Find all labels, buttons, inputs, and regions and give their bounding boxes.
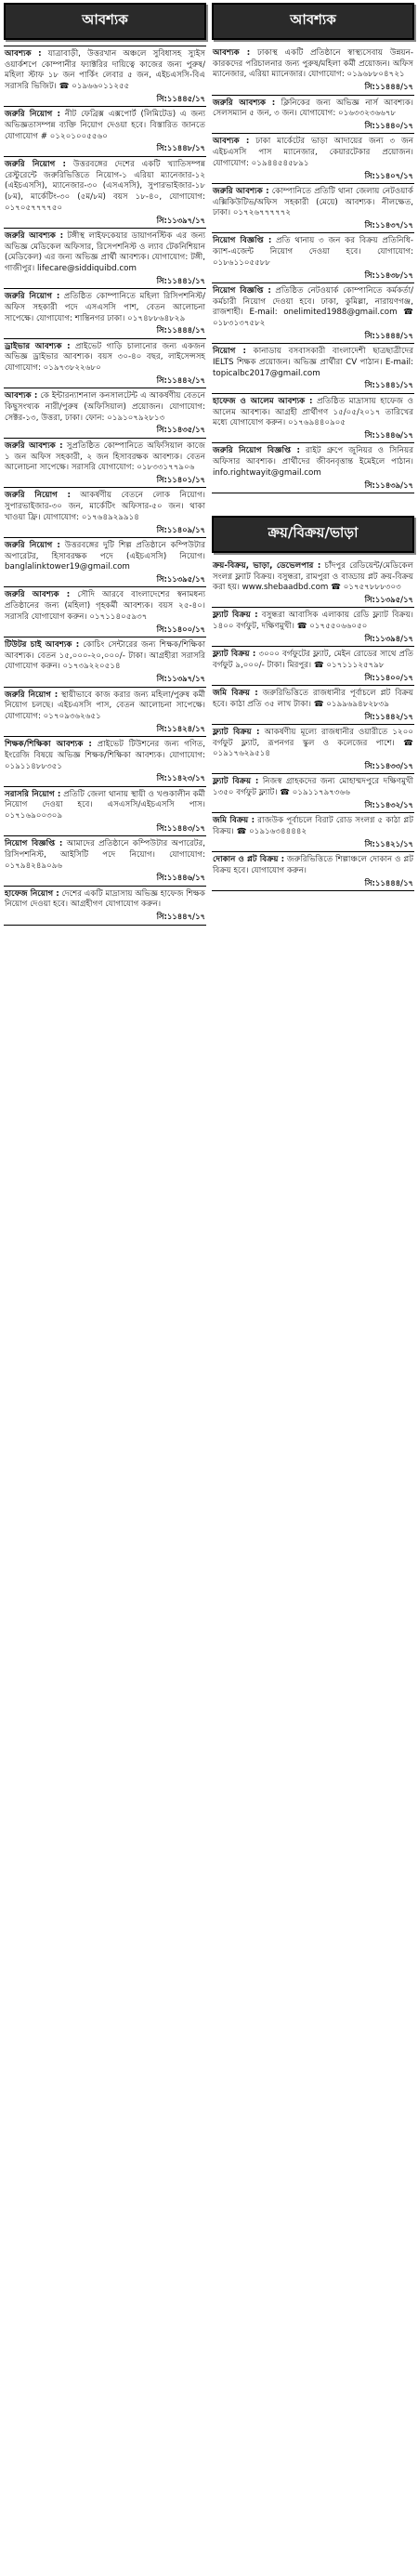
ad-code: সি:১১৪০৯/১৭ [156,524,205,534]
classified-ad [212,608,414,647]
ad-heading: আবশ্যক : [213,137,250,147]
ad-heading: জরুরি আবশ্যক : [5,440,63,451]
classified-ad [4,339,206,389]
ad-text: ঢাকা মার্কেটের ভাড়া আদায়ের জন্য ৩ জন এইচএসসি পাস ম্যানেজার, কেয়ারটেকার প্রয়োজন। যোগাযোগ: ০১৯৪৪৫৪৫৮৯১ [213,137,413,168]
ad-code: সি:১১৪৩৮/১৭ [364,269,413,280]
ad-body [5,391,205,424]
ad-code: সি:১১৪৪৭/১৭ [156,912,205,922]
classified-ad [4,637,206,688]
ad-text: প্রতিটি জেলা থানায় স্থায়ী ও খণ্ডকালীন কর্মী নিয়োগ দেওয়া হবে। এসএসসি/এইচএসসি পাস। ০১৭১৬৯০০৩০৯ [5,789,205,821]
ad-body [213,347,413,379]
ad-heading: আবশ্যক : [5,391,38,401]
classified-ad [4,488,206,538]
classified-ad [212,96,414,135]
ad-heading: ফ্ল্যাট বিক্রয় : [213,777,259,787]
ad-text: কোম্পানিতে প্রতিটি থানা জেলায় নেটওয়ার্ক এক্সিকিউটিভ/অফিস সহকারী (মেয়ে) আবশ্যক। নীলক্ষেত, ঢাকা। ০১৭২৬৭৭৭৭৭২ [213,186,414,218]
ad-code: সি:১১৪৪২/১৭ [364,711,413,721]
ad-heading: জরুরি নিয়োগ : [5,690,59,700]
ad-heading: নিয়োগ বিজ্ঞপ্তি : [5,839,63,849]
ad-code: সি:১১৪৩২/১৭ [364,799,413,809]
ad-code: সি:১১৪৩৩/১৭ [364,761,413,771]
right-column-header: আবশ্যক [212,3,414,40]
ad-heading: জরুরি আবশ্যক : [5,230,64,241]
classified-ad [4,737,206,787]
ad-body [5,110,205,142]
ad-body [213,236,413,269]
ad-heading: নিয়োগ বিজ্ঞপ্তি : [213,236,272,246]
ad-body [5,491,205,523]
ad-code: সি:১১৪৪৪/১৭ [364,330,413,340]
section-spacer [212,493,414,516]
ad-code: সি:১১৪০০/১৭ [364,672,413,682]
ad-text: প্রাইভেট গাড়ি চালানোর জন্য একজন অভিজ্ঞ ড্রাইভার আবশ্যক। বয়স ৩০-৪০ বছর, লাইসেন্সসহ যোগাযোগ: ০১৯৭৩৮২২৬৮০ [5,341,205,374]
ad-text: টঙ্গীস্থ লাইফকেয়ার ডায়াগনস্টিক এর জন্য অভিজ্ঞ মেডিকেল অফিসার, রিসেপশনিস্ট ও ল্যাব টেকনিশিয়ান (মেডিকেল) এর জন্য অভিজ্ঞ প্রার্থী আবশ্যক। যোগাযোগ: টঙ্গী, গাজীপুর। lifecare@siddiquibd.com [5,230,205,274]
ad-text: কে ইন্টারন্যাশনাল কনসালটেন্ট এ আকর্ষণীয় বেতনে কিছুসংখ্যক নারী/পুরুষ (অফিসিয়াল) প্রয়োজন। যোগাযোগ: সেক্টর-১৩, উত্তরা, ঢাকা। ফোন: ০১৯১০৭৯২৮১৩ [5,391,205,423]
classified-ad [212,686,414,725]
ad-body [213,286,413,330]
right-column [212,3,414,2573]
classified-ad [4,388,206,439]
ad-body [213,446,413,479]
ad-code: সি:১১৪৩৫/১৭ [156,425,205,435]
ad-text: কানাডায় বসবাসকারী বাংলাদেশী ছাত্রছাত্রীদের IELTS শিক্ষক প্রয়োজন। অভিজ্ঞ প্রার্থীরা CV পাঠান। E-mail: topicalbc2017@gmail.com [213,347,414,378]
ad-code: সি:১১৪৪৪/১৭ [364,82,413,92]
ad-heading: ফ্ল্যাট বিক্রয় : [213,611,258,621]
ad-body [5,640,205,673]
classified-ad [4,157,206,229]
classified-ad [212,394,414,444]
right-ads-list [212,46,414,493]
ad-heading: ক্রয়-বিক্রয়, ভাড়া, ডেভেলপার : [213,560,321,571]
classified-page [4,3,414,2573]
ad-text: দেশের একটি মাদ্রাসায় অভিজ্ঞ হাফেজ শিক্ষক নিয়োগ দেওয়া হবে। আগ্রহীগণ যোগাযোগ করুন। [5,888,206,910]
ad-text: আকর্ষণীয় মূল্যে রাজধানীর ওয়ারীতে ১২০০ বর্গফুট ফ্ল্যাট, রূপনগর স্কুল ও কলেজের পাশে। ☎ ০১৯১৭৬২৯৫১৪ [213,727,413,759]
ad-code: সি:১১৪২৩/১৭ [156,773,205,783]
classified-ad [212,559,414,609]
ad-code: সি:১১৪০১/১৭ [156,474,205,484]
ad-body [5,342,205,375]
ad-heading: শিক্ষক/শিক্ষিকা আবশ্যক : [5,740,92,750]
ad-body [5,441,205,474]
left-column [4,3,206,2573]
ad-heading: জমি বিক্রয় : [213,816,255,826]
ad-text: উত্তরবঙ্গের দুটি শিল্প প্রতিষ্ঠানে কম্পিউটার অপারেটর, হিসাবরক্ষক পদে (এইচএসসি) নিয়োগ। banglalinktower19@gmail.com [5,540,206,572]
classified-ad [212,233,414,283]
classified-ad [212,443,414,493]
ad-text: ঢাকাস্থ একটি প্রতিষ্ঠানে স্বাস্থ্যসেবায় উন্নয়ন-কারকদের পরিচালনার জন্য পুরুষ/মহিলা কর্মী প্রয়োজন। অফিস ম্যানেজার, এরিয়া ম্যানেজার। যোগাযোগ: ০১৯৬৮৮০৪৭২১ [213,48,413,80]
ad-code: সি:১১৩৯৫/১৭ [364,595,413,605]
ad-body [213,611,413,632]
ad-heading: সরাসরি নিয়োগ : [5,789,61,799]
ad-heading: জরুরি আবশ্যক : [5,590,71,600]
classified-ad [212,852,414,891]
ad-code: সি:১১৪৪৪/১৭ [156,325,205,335]
classified-ad [4,538,206,588]
ad-heading: নিয়োগ বিজ্ঞপ্তি : [213,286,271,296]
classified-ad [4,229,206,289]
ad-heading: ফ্ল্যাট বিক্রয় : [213,727,260,737]
ad-heading: জরুরি নিয়োগ বিজ্ঞপ্তি : [213,446,300,456]
ad-text: প্রতিষ্ঠিত মাদ্রাসায় হাফেজ ও আলেম আবশ্যক। আগ্রহী প্রার্থীগণ ১৫/০৫/২০১৭ তারিখের মধ্যে যোগাযোগ করুন। ০১৭৬৯৪৪০৯০৫ [213,396,413,428]
classified-ad [4,587,206,637]
ad-code: সি:১১৪৩৭/১৭ [364,220,413,230]
ad-text: উত্তরবঙ্গের দেশের একটি খ্যাতিসম্পন্ন রেস্টুরেন্টে জরুরিভিত্তিতে নিয়োগ-১ এরিয়া ম্যানেজার-১২ (এইচএসসি), ম্যানেজার-৩০ (এসএসসি), সুপারভাইজার-১৮ (৮ম), মার্কেটিং-৩০ (৫ম/৮ম) বয়স ১৮-৪০, যোগাযোগ: ০১৭০৫৭৭৭৭৫০ [5,159,206,213]
classified-ad [212,283,414,344]
classified-ad [4,688,206,738]
ad-heading: নিয়োগ : [213,347,246,357]
ad-code: সি:১১৪৪৪/১৭ [364,877,413,887]
ad-text: কোচিং সেন্টারের জন্য শিক্ষক/শিক্ষিকা আবশ্যক। বেতন ১৫,০০০-২০,০০০/- টাকা। আগ্রহীরা সরাসরি যোগাযোগ করুন। ০১৭৩৯২২০৫১৪ [5,639,205,672]
ad-text: প্রতিষ্ঠিত নেটওয়ার্ক কোম্পানিতে কর্মকর্তা/কর্মচারী নিয়োগ দেওয়া হবে। ঢাকা, কুমিল্লা, নারায়ণগঞ্জ, রাজশাহী। E-mail: onelimited1988@gmail.com ☎ ০১৮৩১৩৭৫৮২ [213,286,414,329]
classified-ad [4,887,206,926]
classified-ad [212,725,414,775]
ad-text: রাইট গ্রুপে জুনিয়র ও সিনিয়র অফিসার আবশ্যক। প্রার্থীদের জীবনবৃত্তান্ত ইমেইলে পাঠান। info.rightwayit@gmail.com [213,446,413,478]
ad-body [5,740,205,772]
ad-code: সি:১১৪০০/১৭ [156,624,205,634]
ad-heading: জরুরি নিয়োগ : [5,110,60,120]
classified-ad [4,107,206,157]
ad-body [213,728,413,760]
classified-ad [212,46,414,96]
ad-body [213,650,413,671]
ad-heading: আবশ্যক : [5,49,42,59]
classified-ad [4,46,206,107]
ad-body [213,137,413,169]
ad-heading: হাফেজ নিয়োগ : [5,888,59,899]
ad-heading: জমি বিক্রয় : [213,689,258,699]
ad-heading: টিউটর চাই আবশ্যক : [5,639,80,650]
ad-text: নীট ফেব্রিক্স এক্সপোর্ট (লিমিটেড) এ জন্য অভিজ্ঞতাসম্পন্ন ব্যক্তি নিয়োগ দেওয়া হবে। বিস্তারিত জানতে যোগাযোগ # ০১২০১০০৫৫৬০ [5,110,205,141]
ad-body [5,690,205,723]
sale-section-header: ক্রয়/বিক্রয়/ভাড়া [212,516,414,553]
classified-ad [4,439,206,489]
classified-ad [4,787,206,837]
left-ads-list [4,46,206,926]
ad-text: জরুরিভিত্তিতে রাজধানীর পূর্বাচলে প্লট বিক্রয় হবে। কাঠা প্রতি ৩৫ লাখ টাকা। ☎ ০১৯৯৬৯৪৮২৮৩৯ [213,689,413,709]
ad-body [213,187,413,219]
ad-body [5,790,205,822]
ad-text: ৩০০০ বর্গফুটের ফ্ল্যাট, মেইন রোডের সাথে প্রতি বর্গফুট ৯,০০০/- টাকা। মিরপুর। ☎ ০১৭১১১২৫৭৯৮ [213,650,413,671]
ad-text: নিজস্ব গ্রাহকদের জন্য মোহাম্মদপুরে দক্ষিণমুখী ১৩৫০ বর্গফুট ফ্ল্যাট। ☎ ০১৯১১৭৯৭৩৬৬ [213,777,413,798]
ad-heading: জরুরি নিয়োগ : [5,540,60,550]
ad-heading: হাফেজ ও আলেম আবশ্যক : [213,396,313,406]
ad-text: যাত্রাবাড়ী, উত্তরখান অঞ্চলে সুবিধাসহ স্যুইস ওয়ার্কশপে কোম্পানীর ফ্যাক্টরির দায়িত্বে কাজের জন্য পুরুষ/মহিলা স্টাফ ১৮ জন পার্কিং লেবার ৫ জন, এইচএসসি-বিএ সরাসরি ভিজিট। ☎ ০১৯৬৬০১১২৫৫ [5,49,205,92]
classified-ad [212,134,414,184]
ad-body [5,590,205,623]
ad-body [5,49,205,93]
ad-text: স্থায়ীভাবে কাজ করার জন্য মহিলা/পুরুষ কর্মী নিয়োগ চলছে। এইচএসসি পাস, বেতন আলোচনা সাপেক্ষে। যোগাযোগ: ০১৭০৯৩৬২৬৫১ [5,690,205,721]
classified-ad [212,344,414,394]
ad-body [213,855,413,876]
ad-code: সি:১১৪৪২/১৭ [156,375,205,385]
ad-body [213,561,413,594]
ad-heading: জরুরি নিয়োগ : [5,159,66,169]
ad-code: সি:১১৪২৪/১৭ [156,723,205,733]
ad-heading: আবশ্যক : [213,48,251,58]
sale-ads-list [212,559,414,891]
ad-code: সি:১১৪৪১/১৭ [156,275,205,285]
ad-code: সি:১১৩৯৪/১৭ [364,633,413,643]
ad-heading: ড্রাইভার আবশ্যক : [5,341,71,351]
classified-ad [212,813,414,852]
ad-text: জরুরিভিত্তিতে শিল্পাঞ্চলে দোকান ও প্লট বিক্রয় হবে। যোগাযোগ করুন। [213,855,413,875]
ad-body [213,777,413,798]
ad-text: ক্লিনিকের জন্য অভিজ্ঞ নার্স আবশ্যক। সেলসম্যান ৫ জন, ৩ জন। যোগাযোগ: ০১৬৩৩২৩৬৬৭৮ [213,98,414,119]
ad-code: সি:১১৪৪৫/১৭ [156,93,205,103]
ad-text: সৌদি আরবে বাংলাদেশের স্বনামধন্য প্রতিষ্ঠানের জন্য (মহিলা) গৃহকর্মী আবশ্যক। বয়স ২৫-৪০। সরাসরি যোগাযোগ করুন। ০১৭১১৪০৫৯৩৭ [5,590,205,622]
ad-body [213,816,413,837]
ad-heading: জরুরি আবশ্যক : [213,186,269,196]
ad-code: সি:১১৪০৭/১৭ [364,170,413,180]
ad-text: প্রতিষ্ঠিত কোম্পানিতে মহিলা রিসিপশনিস্ট/অফিস সহকারী পদে এসএসসি পাশ, বেতন আলোচনা সাপেক্ষে। যোগাযোগ: শান্তিনগর ঢাকা। ০১৭৪৮৮৬৪৮২৯ [5,292,206,323]
ad-heading: দোকান ও প্লট বিক্রয় : [213,855,285,865]
ad-heading: জরুরি নিয়োগ : [5,491,71,501]
left-column-header: আবশ্যক [4,3,206,40]
ad-text: রাজউক পূর্বাচলে বিরাট রোড সংলগ্ন ৫ কাঠা প্লট বিক্রয়। ☎ ০১৯১৬৩৪৪৪৪২ [213,816,414,836]
classified-ad [212,774,414,813]
ad-body [213,689,413,710]
ad-body [5,889,205,911]
ad-text: চাঁদপুর রেডিয়েন্ট/মেডিকেল সংলগ্ন ফ্ল্যাট বিক্রয়। বসুন্ধরা, রামপুরা ও বাড্ডায় প্লট ক্রয়-বিক্রয় করা হয়। www.shebaadbd.com ☎ ০১৭৫৭৮৮৮৩০৩ [213,560,413,593]
ad-body [213,397,413,429]
ad-heading: জরুরি আবশ্যক : [213,98,276,108]
ad-code: সি:১১৪৪৬/১৭ [364,430,413,440]
ad-text: সুপ্রতিষ্ঠিত কোম্পানিতে অফিসিয়াল কাজে ১ জন অফিস সহকারী, ২ জন হিসাবরক্ষক আবশ্যক। বেতন আলোচনা সাপেক্ষে। সরাসরি যোগাযোগ: ০১৮৩৩১৭৭৯০৬ [5,440,205,473]
classified-ad [212,647,414,686]
ad-code: সি:১১৪৪৩/১৭ [156,822,205,833]
ad-text: প্রতি থানায় ৩ জন কর বিক্রয় প্রতিনিধি-ক্যাশ-এজেন্ট নিয়োগ দেওয়া হবে। যোগাযোগ: ০১৮৬১১০৫৫৮৮ [213,236,414,268]
classified-ad [212,184,414,234]
ad-code: সি:১১৪৪৬/১৭ [156,873,205,883]
ad-text: প্রাইভেট টিউশনের জন্য গণিত, ইংরেজি বিষয়ে অভিজ্ঞ শিক্ষক/শিক্ষিকা আবশ্যক। যোগাযোগ: ০১৯১১৪৮৮৩৫১ [5,740,206,771]
ad-body [5,160,205,215]
ad-code: সি:১১৪৪১/১৭ [364,380,413,390]
ad-body [213,99,413,120]
ad-body [5,231,205,275]
ad-code: সি:১১৪৩৯/১৭ [364,480,413,490]
ad-body [5,292,205,324]
ad-text: আকর্ষণীয় বেতনে লোক নিয়োগ। সুপারভাইজার-৩০ জন, মার্কেটিং অফিসার-৫০ জন। থাকা খাওয়া ফ্রি। যোগাযোগ: ০১৭৬৪৯২৯৯১৪ [5,491,205,522]
ad-code: সি:১১৩৯৭/১৭ [156,674,205,684]
ad-heading: জরুরি নিয়োগ : [5,292,60,302]
ad-body [5,541,205,573]
ad-code: সি:১১৩৯৫/১৭ [156,574,205,585]
ad-body [5,839,205,872]
ad-code: সি:১১৪২১/১৭ [364,838,413,848]
classified-ad [4,836,206,887]
ad-text: বসুন্ধরা আবাসিক এলাকায় রেডি ফ্ল্যাট বিক্রয়। ১৪০০ বর্গফুট, দক্ষিণমুখী। ☎ ০১৭৫৫০৬৬০৫০ [213,611,413,632]
ad-body [213,48,413,81]
ad-code: সি:১১৩৯৭/১৭ [156,215,205,225]
ad-heading: ফ্ল্যাট বিক্রয় : [213,650,256,660]
classified-ad [4,289,206,339]
ad-code: সি:১১৪৪০/১৭ [364,121,413,131]
ad-text: আমাদের প্রতিষ্ঠানে কম্পিউটার অপারেটর, রিসিপশনিস্ট, আইসিটি পদে নিয়োগ। যোগাযোগ: ০১৭৯৪২৪৯০৯৬ [5,839,205,871]
ad-code: সি:১১৪৪৮/১৭ [156,143,205,153]
